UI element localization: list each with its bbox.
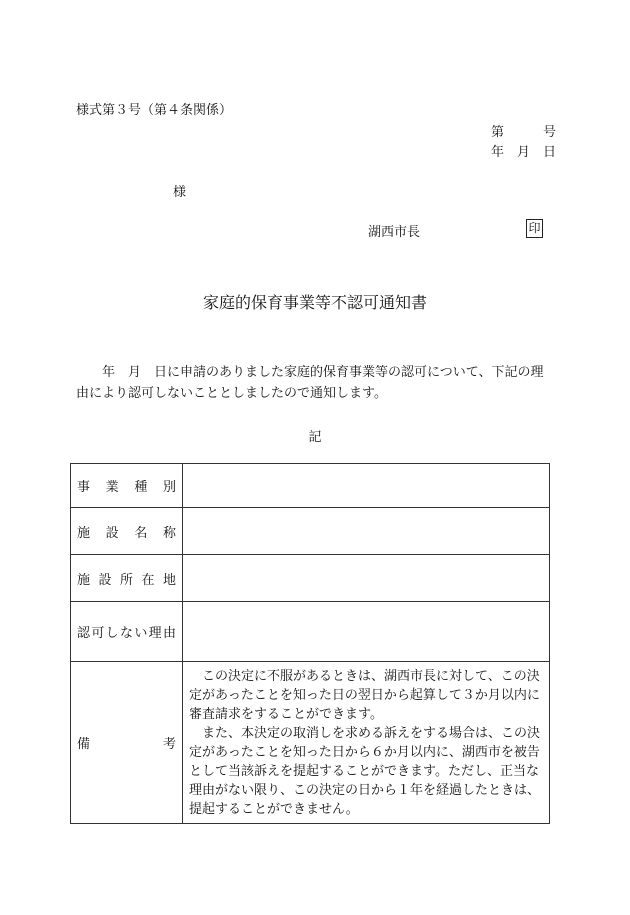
row-value-rejection-reason <box>183 602 550 662</box>
table-row <box>71 464 550 508</box>
ki-label: 記 <box>308 430 322 445</box>
body-paragraph: 年 月 日に申請のありました家庭的保育事業等の認可について、下記の理由により認可しないこととしましたので通知します。 <box>76 365 544 401</box>
table-row <box>71 555 550 602</box>
row-value-facility-name <box>183 508 550 555</box>
detail-table <box>70 463 550 824</box>
table-row <box>71 602 550 662</box>
body-text <box>76 362 552 404</box>
row-label-rejection-reason: 認可しない理由 <box>71 602 183 662</box>
remarks-text <box>183 662 550 824</box>
sender-name: 湖西市長 <box>368 225 421 240</box>
table-row <box>71 508 550 555</box>
row-value-facility-address <box>183 555 550 602</box>
document-title: 家庭的保育事業等不認可通知書 <box>202 293 427 312</box>
remarks-paragraph-2: また、本決定の取消しを求める訴えをする場合は、この決定があったことを知った日から６か月以内に、湖西市を被告として当該訴えを提起することができます。ただし、正当な理由がない限り、この決定の日から１年を経過したときは、提起することができません。 <box>189 725 541 817</box>
row-label-facility-address: 施設所在地 <box>71 555 183 602</box>
row-label-business-type: 事業種別 <box>71 464 183 508</box>
document-number: 第 号 <box>490 125 556 140</box>
table-row <box>71 662 550 824</box>
addressee: 様 <box>173 185 187 200</box>
row-label-facility-name: 施設名称 <box>71 508 183 555</box>
seal-stamp: 印 <box>526 219 543 238</box>
row-value-business-type <box>183 464 550 508</box>
remarks-paragraph-1: この決定に不服があるときは、湖西市長に対して、この決定があったことを知った日の翌日から起算して３か月以内に審査請求をすることができます。 <box>189 668 540 722</box>
form-number: 様式第３号（第４条関係） <box>76 103 233 118</box>
document-date: 年 月 日 <box>490 145 556 160</box>
row-label-remarks: 備考 <box>71 662 183 824</box>
